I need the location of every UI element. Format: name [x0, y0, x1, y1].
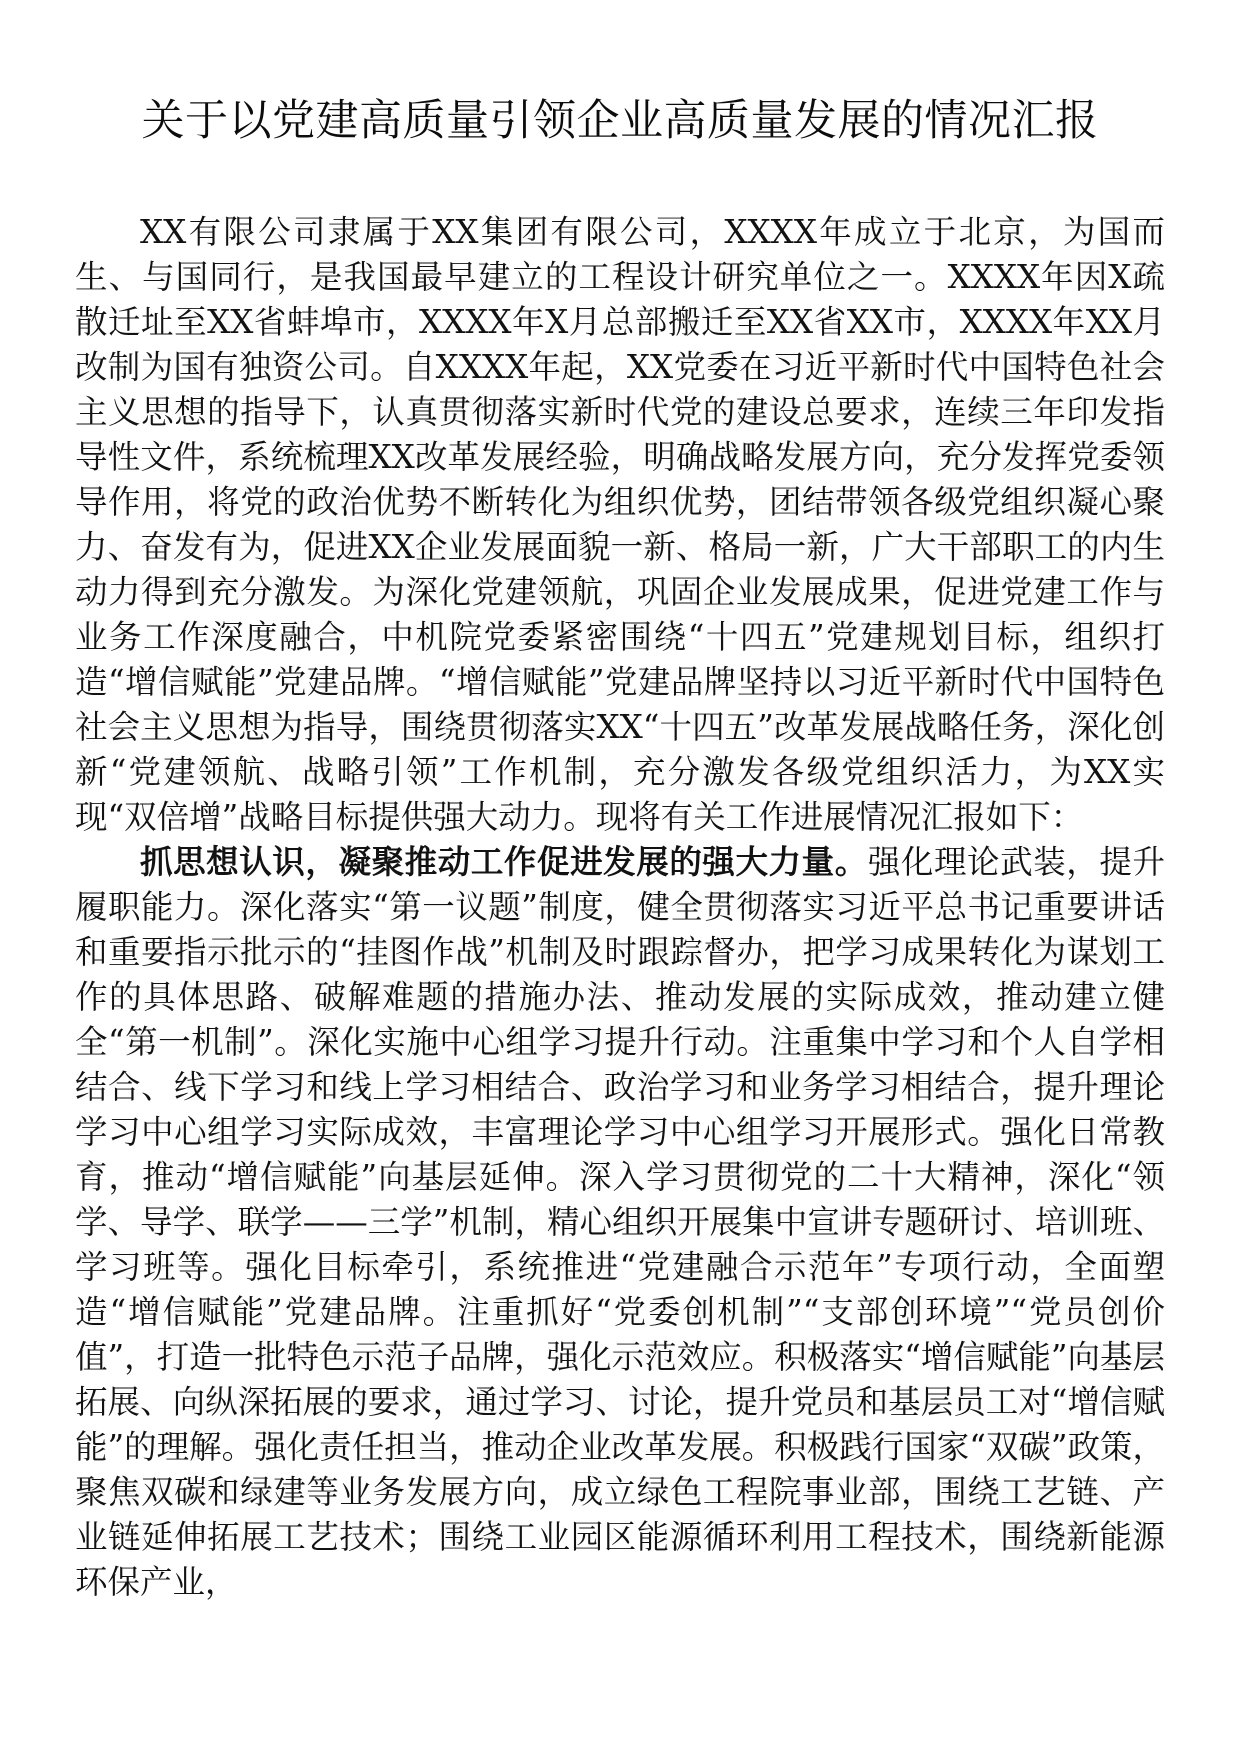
paragraph-lead-heading: 抓思想认识，凝聚推动工作促进发展的强大力量。: [140, 842, 868, 881]
document-title: 关于以党建高质量引领企业高质量发展的情况汇报: [141, 96, 1099, 146]
body-paragraph-ideology: [75, 840, 1165, 1605]
paragraph-text: 强化理论武装，提升履职能力。深化落实“第一议题”制度，健全贯彻落实习近平总书记重要讲话和重要指示批示的“挂图作战”机制及时跟踪督办，把学习成果转化为谋划工作的具体思路、破解难题的措施办法、推动发展的实际成效，推动建立健全“第一机制”。深化实施中心组学习提升行动。注重集中学习和个人自学相结合、线下学习和线上学习相结合、政治学习和业务学习相结合，提升理论学习中心组学习实际成效，丰富理论学习中心组学习开展形式。强化日常教育，推动“增信赋能”向基层延伸。深入学习贯彻党的二十大精神，深化“领学、导学、联学——三学”机制，精心组织开展集中宣讲专题研讨、培训班、学习班等。强化目标牵引，系统推进“党建融合示范年”专项行动，全面塑造“增信赋能”党建品牌。注重抓好“党委创机制”“支部创环境”“党员创价值”，打造一批特色示范子品牌，强化示范效应。积极落实“增信赋能”向基层拓展、向纵深拓展的要求，通过学习、讨论，提升党员和基层员工对“增信赋能”的理解。强化责任担当，推动企业改革发展。积极践行国家“双碳”政策，聚焦双碳和绿建等业务发展方向，成立绿色工程院事业部，围绕工艺链、产业链延伸拓展工艺技术；围绕工业园区能源循环利用工程技术，围绕新能源环保产业，: [75, 842, 1165, 1601]
body-paragraph-intro: [75, 210, 1165, 840]
paragraph-text: XX有限公司隶属于XX集团有限公司，XXXX年成立于北京，为国而生、与国同行，是我国最早建立的工程设计研究单位之一。XXXX年因X疏散迁址至XX省蚌埠市，XXXX年X月总部搬迁至XX省XX市，XXXX年XX月改制为国有独资公司。自XXXX年起，XX党委在习近平新时代中国特色社会主义思想的指导下，认真贯彻落实新时代党的建设总要求，连续三年印发指导性文件，系统梳理XX改革发展经验，明确战略发展方向，充分发挥党委领导作用，将党的政治优势不断转化为组织优势，团结带领各级党组织凝心聚力、奋发有为，促进XX企业发展面貌一新、格局一新，广大干部职工的内生动力得到充分激发。为深化党建领航，巩固企业发展成果，促进党建工作与业务工作深度融合，中机院党委紧密围绕“十四五”党建规划目标，组织打造“增信赋能”党建品牌。“增信赋能”党建品牌坚持以习近平新时代中国特色社会主义思想为指导，围绕贯彻落实XX“十四五”改革发展战略任务，深化创新“党建领航、战略引领”工作机制，充分激发各级党组织活力，为XX实现“双倍增”战略目标提供强大动力。现将有关工作进展情况汇报如下：: [75, 212, 1165, 836]
